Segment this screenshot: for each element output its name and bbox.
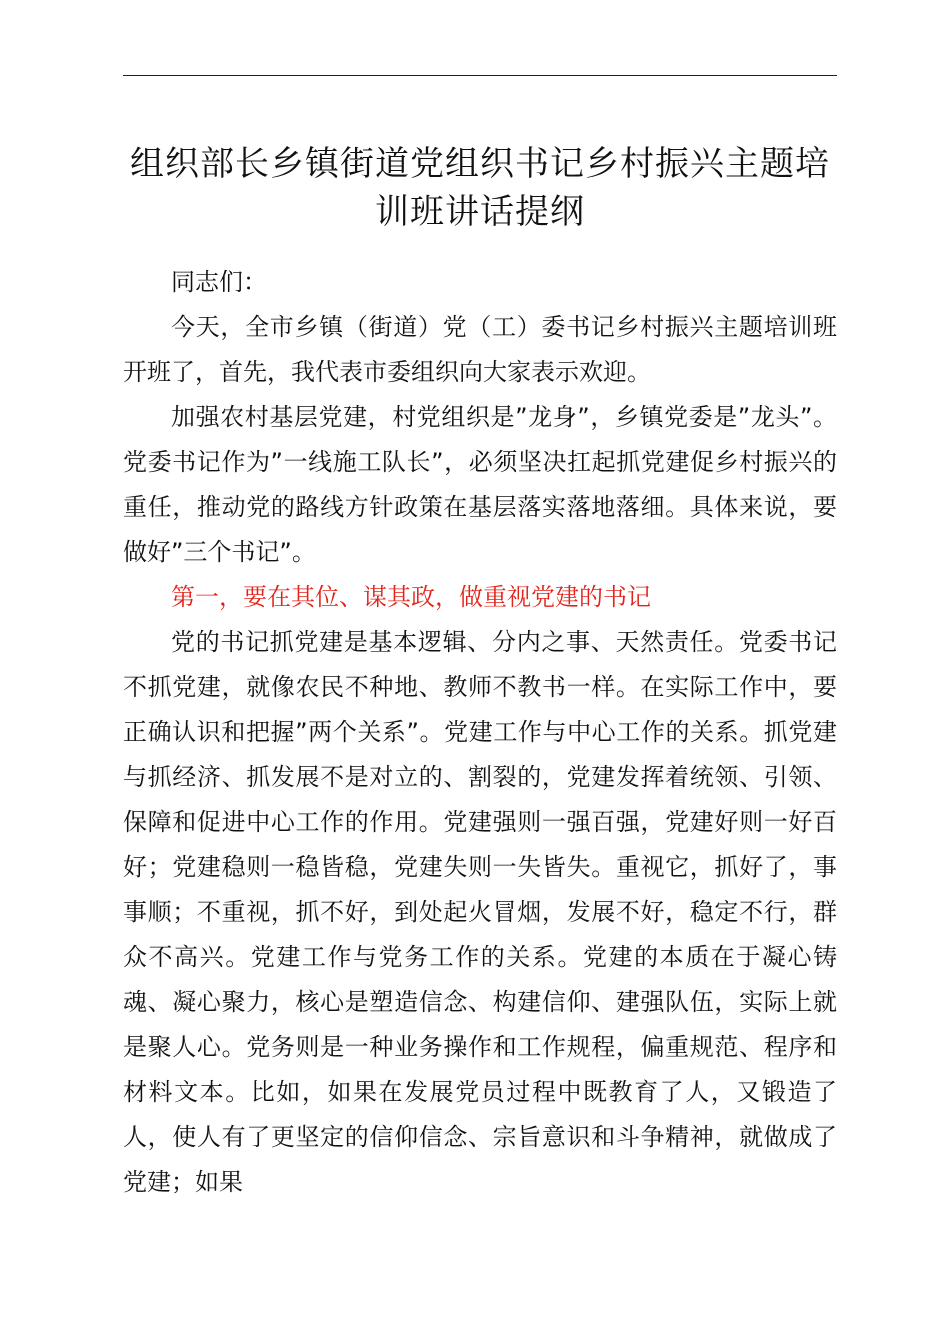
paragraph-intro: 加强农村基层党建，村党组织是”龙身”，乡镇党委是”龙头”。党委书记作为”一线施工队长”，必须坚决扛起抓党建促乡村振兴的重任，推动党的路线方针政策在基层落实落地落细。具体来说，要做好”三个书记”。 [123, 403, 837, 566]
header-rule [123, 75, 837, 76]
document-title: 组织部长乡镇街道党组织书记乡村振兴主题培训班讲话提纲 [130, 144, 830, 232]
section-heading: 第一，要在其位、谋其政，做重视党建的书记 [171, 583, 651, 611]
paragraph-opening: 今天，全市乡镇（街道）党（工）委书记乡村振兴主题培训班开班了，首先，我代表市委组织向大家表示欢迎。 [123, 313, 837, 386]
document-body [123, 260, 837, 1205]
section-paragraph: 党的书记抓党建是基本逻辑、分内之事、天然责任。党委书记不抓党建，就像农民不种地、教师不教书一样。在实际工作中，要正确认识和把握”两个关系”。党建工作与中心工作的关系。抓党建与抓经济、抓发展不是对立的、割裂的，党建发挥着统领、引领、保障和促进中心工作的作用。党建强则一强百强，党建好则一好百好；党建稳则一稳皆稳，党建失则一失皆失。重视它，抓好了，事事顺；不重视，抓不好，到处起火冒烟，发展不好，稳定不行，群众不高兴。党建工作与党务工作的关系。党建的本质在于凝心铸魂、凝心聚力，核心是塑造信念、构建信仰、建强队伍，实际上就是聚人心。党务则是一种业务操作和工作规程，偏重规范、程序和材料文本。比如，如果在发展党员过程中既教育了人，又锻造了人，使人有了更坚定的信仰信念、宗旨意识和斗争精神，就做成了党建；如果 [123, 628, 837, 1196]
salutation: 同志们： [171, 268, 267, 296]
